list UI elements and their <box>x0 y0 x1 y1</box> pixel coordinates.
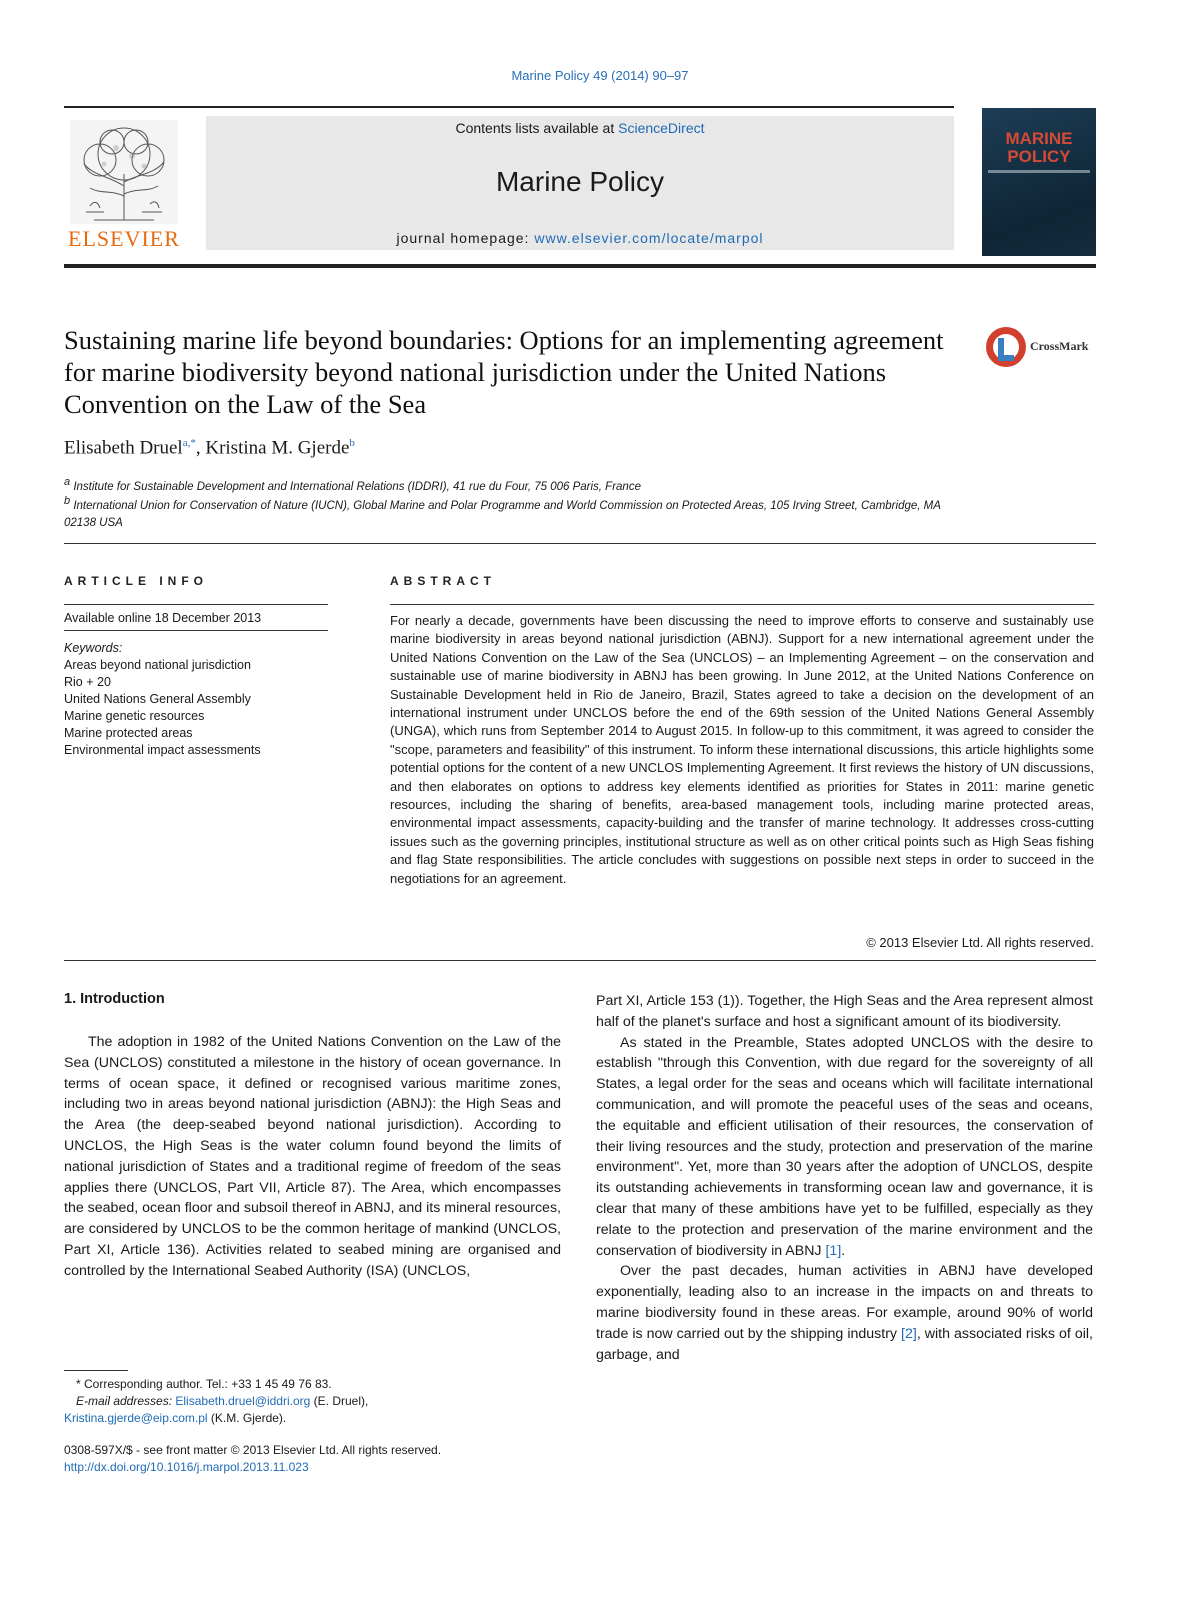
author-1-marks[interactable]: a,* <box>182 437 196 449</box>
crossmark-label: CrossMark <box>1030 339 1089 353</box>
email-2-name: (K.M. Gjerde). <box>207 1411 287 1425</box>
abstract-copyright: © 2013 Elsevier Ltd. All rights reserved. <box>866 935 1094 950</box>
corresponding-text: Corresponding author. Tel.: +33 1 45 49 76 83. <box>84 1377 332 1391</box>
corresponding-mark: * <box>76 1377 81 1391</box>
journal-masthead <box>206 116 954 250</box>
journal-title: Marine Policy <box>495 166 665 197</box>
author-2: Kristina M. Gjerde <box>205 437 350 459</box>
introduction-heading: 1. Introduction <box>64 991 165 1007</box>
front-matter <box>64 1442 564 1476</box>
body-right-column <box>596 991 1093 1365</box>
affiliation-a-text: Institute for Sustainable Development and International Relations (IDDRI), 41 rue du Four, 75 006 Paris, France <box>73 480 641 493</box>
available-online: Available online 18 December 2013 <box>64 611 262 625</box>
intro-paragraph-3-end: , with associated risks of oil, garbage, and <box>596 1325 1093 1363</box>
cover-title <box>982 130 1096 166</box>
footnotes <box>64 1376 564 1427</box>
affiliation-rule <box>64 543 1096 544</box>
keyword-item: Environmental impact assessments <box>64 743 261 757</box>
abstract-text: For nearly a decade, governments have been discussing the need to improve efforts to conserve and sustainably use marine biodiversity in areas beyond national jurisdiction (ABNJ). Support for a new international agreement under the United Nations Convention on the Law of the Sea (UNCLOS) – an Implementing Agreement – on the conservation and sustainable use of marine biodiversity in ABNJ has been growing. In June 2012, at the United Nations Conference on Sustainable Development held in Rio de Janeiro, Brazil, States agreed to take a decision on the development of an international instrument under UNCLOS before the end of the 69th session of the United Nations General Assembly (UNGA), which runs from September 2014 to August 2015. In follow-up to this commitment, it was agreed to consider the "scope, parameters and feasibility" of this instrument. To inform these international discussions, this article highlights some potential options for the content of a new UNCLOS Implementing Agreement. It first reviews the history of UN discussions, and then elaborates on options to address key elements identified as priorities for States in 2011: marine genetic resources, including the sharing of benefits, area-based management tools, including marine protected areas, environmental impact assessments, capacity-building and the transfer of marine technology. It addresses cross-cutting issues such as the governing principles, institutional structure as well as on other critical points such as High Seas fishing and flag State responsibilities. The article concludes with suggestions on possible next steps in order to succeed in the negotiations for an agreement. <box>390 613 1094 886</box>
cover-subtitle-bar <box>988 170 1090 173</box>
intro-paragraph-3 <box>596 1261 1093 1365</box>
keywords-block <box>64 640 261 759</box>
homepage-link[interactable]: www.elsevier.com/locate/marpol <box>534 230 764 246</box>
header-rule <box>64 106 954 108</box>
keyword-item: Areas beyond national jurisdiction <box>64 658 251 672</box>
corresponding-author-note <box>64 1376 564 1393</box>
homepage-prefix: journal homepage: <box>396 230 535 246</box>
article-info-rule-mid <box>64 630 328 631</box>
intro-paragraph-2-end: . <box>841 1242 846 1259</box>
abstract-rule-bottom <box>64 960 1096 961</box>
author-1: Elisabeth Druel <box>64 437 183 459</box>
email-1-name: (E. Druel), <box>310 1394 369 1408</box>
front-matter-text: 0308-597X/$ - see front matter © 2013 Elsevier Ltd. All rights reserved. <box>64 1443 442 1457</box>
homepage-line <box>206 230 954 246</box>
intro-paragraph-2 <box>596 1033 1093 1262</box>
abstract-heading: ABSTRACT <box>390 574 496 588</box>
author-2-marks[interactable]: b <box>349 437 355 449</box>
doi-link[interactable]: http://dx.doi.org/10.1016/j.marpol.2013.11.023 <box>64 1460 309 1474</box>
article-title: Sustaining marine life beyond boundaries: Options for an implementing agreement for marine biodiversity beyond national jurisdiction under the United Nations Convention on the Law of the Sea <box>64 325 944 419</box>
keyword-item: Marine genetic resources <box>64 709 205 723</box>
email-link-2[interactable]: Kristina.gjerde@eip.com.pl <box>64 1411 208 1425</box>
contents-line <box>206 120 954 136</box>
masthead-rule <box>64 264 1096 268</box>
author-line <box>64 437 355 459</box>
keyword-item: Marine protected areas <box>64 726 193 740</box>
email-link-1[interactable]: Elisabeth.druel@iddri.org <box>175 1394 311 1408</box>
article-info-heading: ARTICLE INFO <box>64 574 208 588</box>
crossmark-icon <box>984 325 1028 369</box>
journal-cover[interactable] <box>982 108 1096 256</box>
intro-paragraph-2-text: As stated in the Preamble, States adopted UNCLOS with the desire to establish "through this Convention, with due regard for the sovereignty of all States, a legal order for the seas and oceans which will facilitate international communication, and will promote the peaceful uses of the seas and oceans, the equitable and efficient utilisation of their resources, the conservation of their living resources and the study, protection and preservation of the marine environment". Yet, more than 30 years after the adoption of UNCLOS, despite its outstanding achievements in transforming ocean law and governance, it is clear that many of these ambitions have yet to be fulfilled, especially as they relate to the protection and preservation of the marine environment and the conservation of biodiversity in ABNJ <box>596 1034 1093 1259</box>
body-left-column <box>64 1032 561 1282</box>
intro-paragraph-1: The adoption in 1982 of the United Nations Convention on the Law of the Sea (UNCLOS) constituted a milestone in the history of ocean governance. In terms of ocean space, it defined or recognised various maritime zones, including two in areas beyond national jurisdiction (ABNJ): the High Seas and the Area (the deep-seabed beyond national jurisdiction). According to UNCLOS, the High Seas is the water column found beyond the limits of national jurisdiction of States and a traditional regime of freedom of the seas applies there (UNCLOS, Part VII, Article 87). The Area, which encompasses the seabed, ocean floor and subsoil thereof in ABNJ, and its mineral resources, are considered by UNCLOS to be the common heritage of mankind (UNCLOS, Part XI, Article 136). Activities related to seabed mining are organised and controlled by the International Seabed Authority (ISA) (UNCLOS, <box>64 1034 561 1279</box>
sciencedirect-link[interactable]: ScienceDirect <box>618 120 705 136</box>
reference-link-2[interactable]: [2] <box>901 1325 917 1342</box>
affiliation-b-text: International Union for Conservation of Nature (IUCN), Global Marine and Polar Programme and World Commission on Protected Areas, 105 Irving Street, Cambridge, MA 02138 USA <box>64 499 941 529</box>
keywords-label: Keywords: <box>64 641 123 655</box>
elsevier-wordmark: ELSEVIER <box>68 226 180 251</box>
intro-paragraph-3-text: Over the past decades, human activities in ABNJ have developed exponentially, leading also to an increase in the impacts on and threats to marine biodiversity found in these areas. For example, around 90% of world trade is now carried out by the shipping industry <box>596 1263 1093 1342</box>
intro-paragraph-1-cont: Part XI, Article 153 (1)). Together, the High Seas and the Area represent almost half of the planet's surface and host a significant amount of its biodiversity. <box>596 993 1093 1030</box>
affiliation-a-mark: a <box>64 476 71 488</box>
cover-title-line1: MARINE <box>1005 129 1073 148</box>
affiliation-b <box>64 493 964 532</box>
contents-prefix: Contents lists available at <box>455 120 619 136</box>
keyword-item: United Nations General Assembly <box>64 692 251 706</box>
cover-title-line2: POLICY <box>1007 147 1071 166</box>
email-label: E-mail addresses: <box>76 1394 173 1408</box>
journal-citation[interactable]: Marine Policy 49 (2014) 90–97 <box>511 68 689 83</box>
affiliation-b-mark: b <box>64 495 71 507</box>
keyword-item: Rio + 20 <box>64 675 111 689</box>
reference-link-1[interactable]: [1] <box>825 1242 842 1259</box>
footnote-rule <box>64 1370 128 1371</box>
crossmark-badge[interactable] <box>984 325 1104 369</box>
email-line-2 <box>64 1410 564 1427</box>
author-separator: , <box>195 437 206 459</box>
email-line <box>64 1393 564 1410</box>
article-info-rule-top <box>64 604 328 605</box>
abstract-rule-top <box>390 604 1094 605</box>
